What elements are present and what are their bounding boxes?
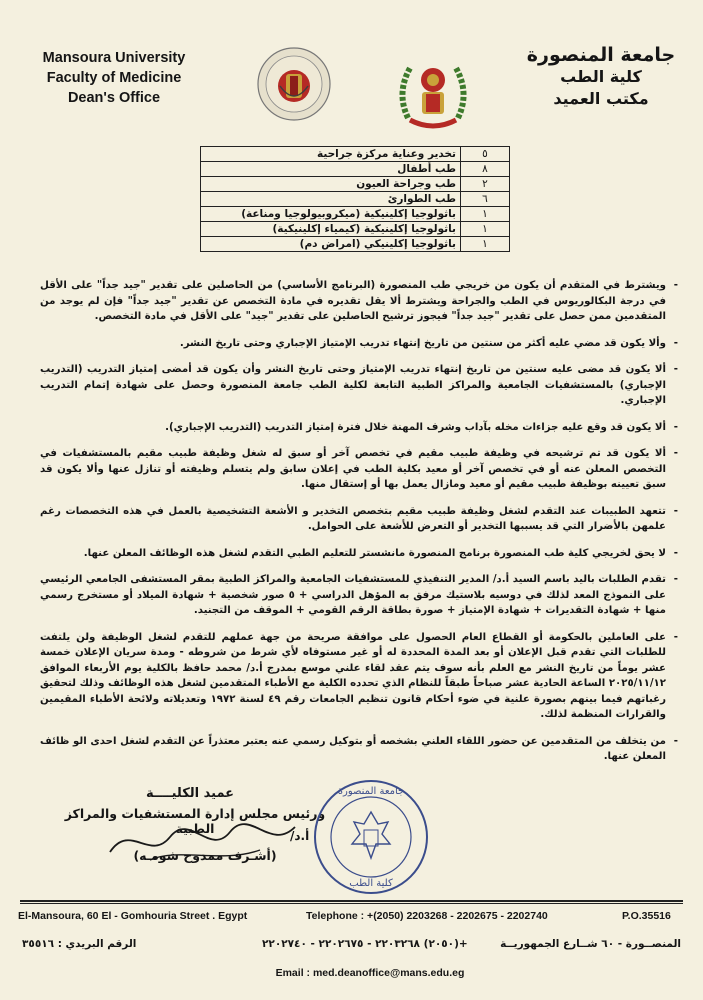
- specialty-row: [201, 192, 510, 207]
- header-faculty-en: Faculty of Medicine: [46, 70, 182, 86]
- specialty-name: باثولوجيا إكلينيكية (كيمياء إكلينيكية): [201, 222, 461, 237]
- dean-prefix: أ.د/: [290, 829, 310, 843]
- specialty-name: تخدير وعناية مركزة جراحية: [201, 147, 461, 162]
- specialty-row: [201, 222, 510, 237]
- condition-paragraph: - على العاملين بالحكومة أو القطاع العام الحصول على موافقة صريحة من جهة عملهم للتقدم لشغل الوظيفة ولن يلتفت للطلبات التي تقدم قبل الإعلان أو بعد المدة المحددة له أو غير مستوفاه لأي شرط من شروطه - ومدة سريان الإعلان خمسة عشر يوماً من تاريخ النشر مع العلم بأنه سوف يتم عقد لقاء علني موسع بمدرج أ.د/ محمد حافظ بالكلية يوم الأربعاء الموافق ٢٠٢٥/١١/١٢ الساعة الحادية عشر صباحاً طبقاً للنظام الذي تحدده الكلية مع الأطباء المتقدمين لشغل هذه الوظائف وذلك لتحقيق رغباتهم فيما بينهم بصورة علنية في ضوء أحكام قانون تنظيم الجامعات رقم ٤٩ لسنة ١٩٧٢ وتعديلاته ولائحة الأطباء المقيمين والقرارات المنظمة لذلك.: [40, 630, 680, 723]
- header-university-en: Mansoura University: [42, 50, 186, 66]
- handwritten-signature: [90, 812, 310, 872]
- footer-address-en: El-Mansoura, 60 El - Gomhouria Street . Egypt: [18, 910, 248, 922]
- condition-paragraph: - ألا يكون قد تم ترشيحه في وظيفة طبيب مقيم في تخصص آخر أو سبق له شغل وظيفة طبيب مقيم بالمستشفيات في التخصص المعلن عنه أو في تخصص آخر أو معيد بكلية الطب في إعلان سابق ولم يتسلم وظيفته أو تنازل عنها وألا يكون قد سبق تعيينه بوظيفة طبيب مقيم أو معيد ومازال يعمل بها أو إستقال منها.: [40, 446, 680, 493]
- specialty-count: ١: [461, 207, 510, 222]
- dean-title: عميد الكليــــة: [145, 786, 235, 801]
- footer-rule: [20, 900, 683, 902]
- university-logo: [388, 48, 478, 138]
- faculty-logo: [256, 46, 332, 122]
- header-arabic: [521, 44, 681, 110]
- specialties-table: [200, 146, 510, 252]
- seal-outer-text: جامعة المنصورة: [337, 786, 405, 797]
- footer-po-ar: الرقم البريدي : ٣٥٥١٦: [22, 938, 137, 950]
- condition-paragraph: - وألا يكون قد مضي عليه أكثر من سنتين من تاريخ إنتهاء تدريب الإمتياز الإجباري وحتى تاريخ النشر.: [40, 336, 680, 352]
- specialty-count: ١: [461, 222, 510, 237]
- header-office-en: Dean's Office: [67, 90, 161, 106]
- specialty-name: طب وجراحة العيون: [201, 177, 461, 192]
- footer-address-ar: المنصــورة - ٦٠ شــارع الجمهوريــة: [500, 938, 681, 950]
- dean-role: ورئيس مجلس إدارة المستشفيات والمراكز الطبية: [64, 806, 326, 836]
- specialty-count: ٢: [461, 177, 510, 192]
- header-faculty-ar: كلية الطب: [560, 67, 642, 86]
- footer-telephone-en: Telephone : +(2050) 2203268 - 2202675 - 2202740: [306, 910, 548, 922]
- specialty-name: طب أطفال: [201, 162, 461, 177]
- specialty-row: [201, 147, 510, 162]
- specialty-count: ٨: [461, 162, 510, 177]
- specialty-row: [201, 177, 510, 192]
- header-office-ar: مكتب العميد: [553, 89, 649, 108]
- condition-paragraph: - لا يحق لخريجي كلية طب المنصورة برنامج المنصورة مانشستر للتعليم الطبي التقدم لشغل هذه الوظائف المعلن عنها.: [40, 546, 680, 562]
- seal-inner-text: كلية الطب: [349, 878, 393, 889]
- header-university-ar: جامعة المنصورة: [526, 44, 676, 66]
- footer-telephone-ar: +(٢٠٥٠) ٢٢٠٣٢٦٨ - ٢٢٠٢٦٧٥ - ٢٢٠٢٧٤٠: [262, 938, 468, 950]
- specialty-count: ١: [461, 237, 510, 252]
- condition-paragraph: - من يتخلف من المتقدمين عن حضور اللقاء العلني بشخصه أو بتوكيل رسمي عنه يعتبر معتذراً عن التقدم لشغل احدى الو ظائف المعلن عنها.: [40, 734, 680, 765]
- condition-paragraph: - ألا يكون قد مضى عليه سنتين من تاريخ إنتهاء تدريب الإمتياز وحتى تاريخ النشر وأن يكون قد أمضى إمتياز التدريب (التدريب الإجباري) بالمستشفيات الجامعية والمراكز الطبية التابعة لكلية الطب جامعة المنصورة وحصل على شهادة إتمام التدريب الإجباري.: [40, 362, 680, 409]
- specialty-count: ٥: [461, 147, 510, 162]
- condition-paragraph: - تتعهد الطبيبات عند التقدم لشغل وظيفة طبيب مقيم بتخصص التخدير و الأشعة التشخيصية بالعمل في هذه التخصصات رغم علمهن بالأضرار التي قد يسببها التخدير أو التعرض للأشعة على الحوامل.: [40, 504, 680, 535]
- footer-rule-thin: [20, 903, 683, 904]
- specialty-row: [201, 162, 510, 177]
- specialty-name: باثولوجيا إكلينيكي (امراض دم): [201, 237, 461, 252]
- conditions-body: [40, 278, 680, 776]
- footer-email[interactable]: Email : med.deanoffice@mans.edu.eg: [275, 967, 465, 979]
- specialty-row: [201, 237, 510, 252]
- specialty-name: باثولوجيا إكلينيكية (ميكروبيولوجيا ومناعة): [201, 207, 461, 222]
- condition-paragraph: - تقدم الطلبات باليد باسم السيد أ.د/ المدير التنفيذي للمستشفيات الجامعية والمراكز الطبية بمقر المستشفى الجامعي الرئيسي على النموذج المعد لذلك في دوسيه بلاستيك مرفق به المؤهل الدراسي + ٥ صور شخصية + شهادة الميلاد أو مستخرج رسمي منها + شهادة التقديرات + شهادة الإمتياز + صورة بطاقة الرقم القومي + الموقف من التجنيد.: [40, 572, 680, 619]
- dean-name: (أشـرف ممدوح شومـه): [133, 848, 277, 863]
- footer-po-en: P.O.35516: [622, 910, 671, 922]
- condition-paragraph: - ألا يكون قد وقع عليه جزاءات مخله بآداب وشرف المهنة خلال فترة إمتياز التدريب (التدريب الإجباري).: [40, 420, 680, 436]
- condition-paragraph: - ويشترط في المتقدم أن يكون من خريجي طب المنصورة (البرنامج الأساسي) من الحاصلين على تقدير "جيد جداً" على الأقل في درجة البكالوريوس في الطب والجراحة ويشترط ألا يقل تقديره في مادة التخصص عن تقدير "جيد جداً" فإن لم يوجد من المتقدمين ممن حصل على تقدير "جيد جداً" فيجوز ترشيح الحاصلين على تقدير "جيد" على الأقل في مادة التخصص.: [40, 278, 680, 325]
- specialty-name: طب الطوارئ: [201, 192, 461, 207]
- header-english: [14, 48, 214, 108]
- official-seal: [312, 778, 430, 896]
- specialty-row: [201, 207, 510, 222]
- specialty-count: ٦: [461, 192, 510, 207]
